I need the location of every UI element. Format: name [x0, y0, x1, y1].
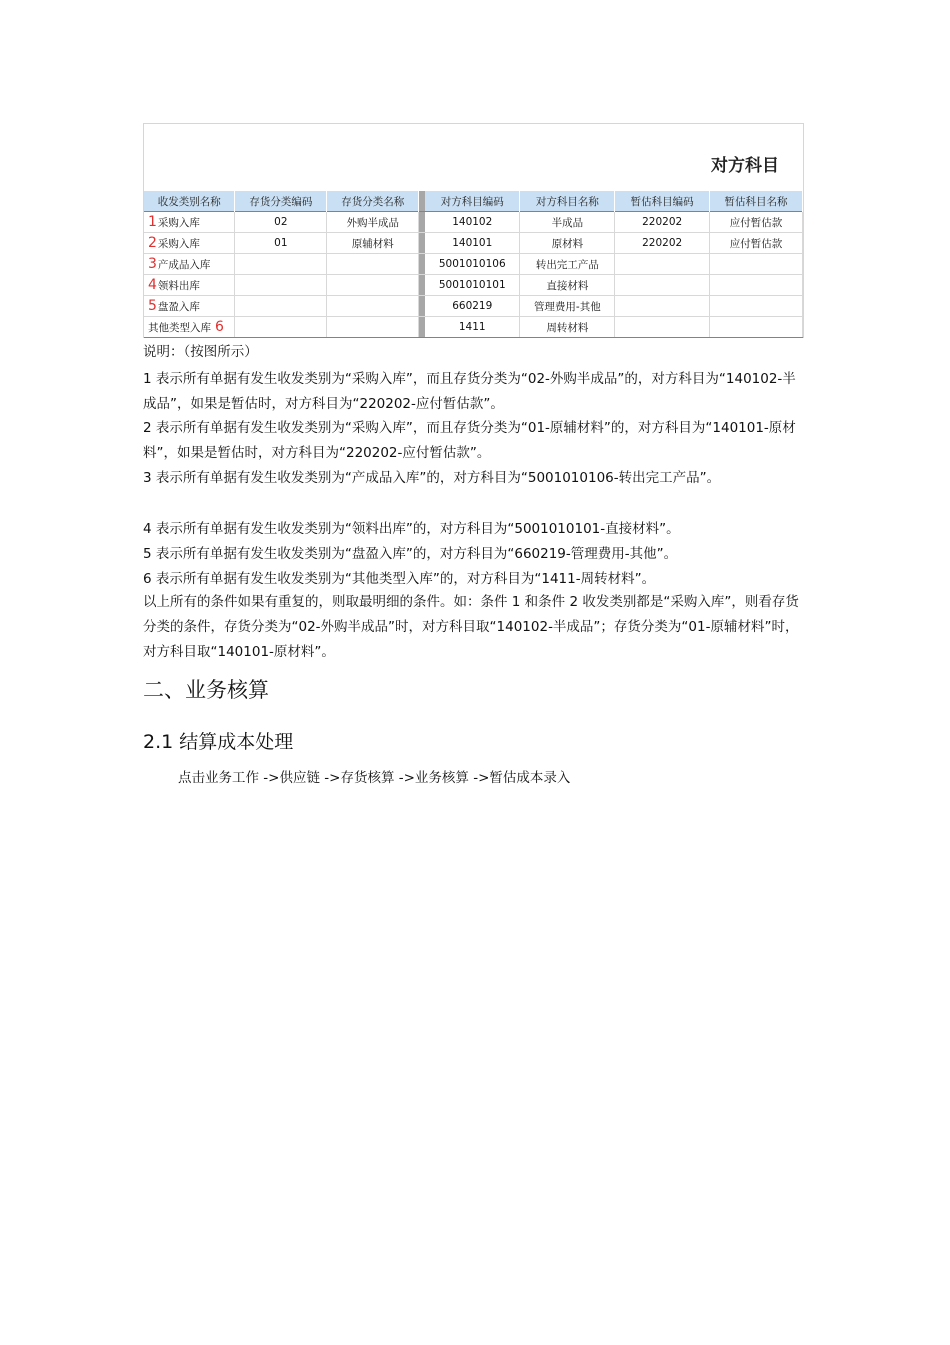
table-cell[interactable]: 02 [235, 212, 327, 233]
table-cell[interactable]: 外购半成品 [327, 212, 419, 233]
table-cell[interactable] [327, 317, 419, 338]
table-cell[interactable]: 周转材料 [520, 317, 615, 338]
subject-settings-screenshot [143, 123, 804, 338]
subsection-heading: 2.1 结算成本处理 [143, 731, 294, 753]
table-cell[interactable] [235, 254, 327, 275]
table-cell[interactable]: 原辅材料 [327, 233, 419, 254]
table-cell[interactable]: 140102 [425, 212, 520, 233]
table-row[interactable] [144, 233, 803, 254]
table-row[interactable] [144, 275, 803, 296]
explanation-paragraph-2: 2 表示所有单据有发生收发类别为“采购入库”，而且存货分类为“01-原辅材料”的，对方科目为“140101-原材料”，如果是暂估时，对方科目为“220202-应付暂估款”。 [143, 420, 796, 461]
col-header: 对方科目编码 [425, 191, 520, 212]
annotation-number: 5 [148, 298, 157, 314]
table-cell[interactable]: 1411 [425, 317, 520, 338]
explanation-paragraph-4: 4 表示所有单据有发生收发类别为“领料出库”的，对方科目为“5001010101-直接材料”。 [143, 521, 680, 537]
table-row[interactable] [144, 296, 803, 317]
col-header: 暂估科目编码 [615, 191, 710, 212]
explanation-paragraph-7: 以上所有的条件如果有重复的，则取最明细的条件。如：条件 1 和条件 2 收发类别都是“采购入库”，则看存货分类的条件，存货分类为“02-外购半成品”时，对方科目取“140102-半成品”；存货分类为“01-原辅材料”时，对方科目取“140101-原材料”。 [143, 594, 799, 660]
table-row[interactable] [144, 254, 803, 275]
annotation-number: 3 [148, 256, 157, 272]
explanation-intro: 说明：（按图所示） [143, 344, 258, 360]
table-cell[interactable]: 5001010106 [425, 254, 520, 275]
table-cell[interactable] [615, 296, 710, 317]
table-cell[interactable] [235, 317, 327, 338]
table-row[interactable] [144, 317, 803, 338]
table-cell[interactable]: 660219 [425, 296, 520, 317]
table-cell[interactable]: 4领料出库 [144, 275, 235, 296]
table-cell[interactable] [710, 275, 803, 296]
navigation-path: 点击业务工作 ->供应链 ->存货核算 ->业务核算 ->暂估成本录入 [178, 770, 571, 786]
table-cell[interactable] [235, 275, 327, 296]
table-cell[interactable]: 转出完工产品 [520, 254, 615, 275]
col-header: 暂估科目名称 [710, 191, 803, 212]
explanation-paragraph-3: 3 表示所有单据有发生收发类别为“产成品入库”的，对方科目为“5001010106-转出完工产品”。 [143, 470, 721, 486]
table-cell[interactable]: 直接材料 [520, 275, 615, 296]
table-cell[interactable]: 140101 [425, 233, 520, 254]
table-cell[interactable]: 01 [235, 233, 327, 254]
table-cell[interactable]: 管理费用-其他 [520, 296, 615, 317]
table-cell[interactable]: 应付暂估款 [710, 212, 803, 233]
col-header: 存货分类编码 [235, 191, 327, 212]
section-heading: 二、业务核算 [143, 678, 269, 702]
table-cell[interactable] [327, 254, 419, 275]
table-cell[interactable] [710, 317, 803, 338]
subject-table [144, 191, 803, 338]
table-cell[interactable] [615, 275, 710, 296]
table-cell[interactable] [615, 317, 710, 338]
annotation-number: 1 [148, 214, 157, 230]
table-cell[interactable]: 半成品 [520, 212, 615, 233]
explanation-paragraph-1: 1 表示所有单据有发生收发类别为“采购入库”，而且存货分类为“02-外购半成品”的，对方科目为“140102-半成品”，如果是暂估时，对方科目为“220202-应付暂估款”。 [143, 371, 796, 412]
table-cell[interactable]: 2采购入库 [144, 233, 235, 254]
table-cell[interactable]: 3产成品入库 [144, 254, 235, 275]
annotation-number: 2 [148, 235, 157, 251]
col-header: 对方科目名称 [520, 191, 615, 212]
table-cell[interactable]: 原材料 [520, 233, 615, 254]
table-header-row [144, 191, 803, 212]
annotation-number: 6 [215, 319, 224, 335]
col-header: 收发类别名称 [144, 191, 235, 212]
table-cell[interactable] [327, 275, 419, 296]
table-cell[interactable]: 1采购入库 [144, 212, 235, 233]
table-cell[interactable]: 应付暂估款 [710, 233, 803, 254]
table-cell[interactable] [710, 296, 803, 317]
table-cell[interactable]: 220202 [615, 212, 710, 233]
table-cell[interactable]: 5001010101 [425, 275, 520, 296]
table-row[interactable] [144, 212, 803, 233]
table-cell[interactable] [235, 296, 327, 317]
annotation-number: 4 [148, 277, 157, 293]
table-cell[interactable] [710, 254, 803, 275]
table-cell[interactable]: 220202 [615, 233, 710, 254]
table-cell[interactable]: 其他类型入库 6 [144, 317, 235, 338]
explanation-paragraph-5: 5 表示所有单据有发生收发类别为“盘盈入库”的，对方科目为“660219-管理费用-其他”。 [143, 546, 678, 562]
table-cell[interactable] [327, 296, 419, 317]
col-header: 存货分类名称 [327, 191, 419, 212]
table-cell[interactable] [615, 254, 710, 275]
screen-title: 对方科目 [711, 156, 779, 176]
explanation-paragraph-6: 6 表示所有单据有发生收发类别为“其他类型入库”的，对方科目为“1411-周转材料”。 [143, 571, 656, 587]
table-cell[interactable]: 5盘盈入库 [144, 296, 235, 317]
